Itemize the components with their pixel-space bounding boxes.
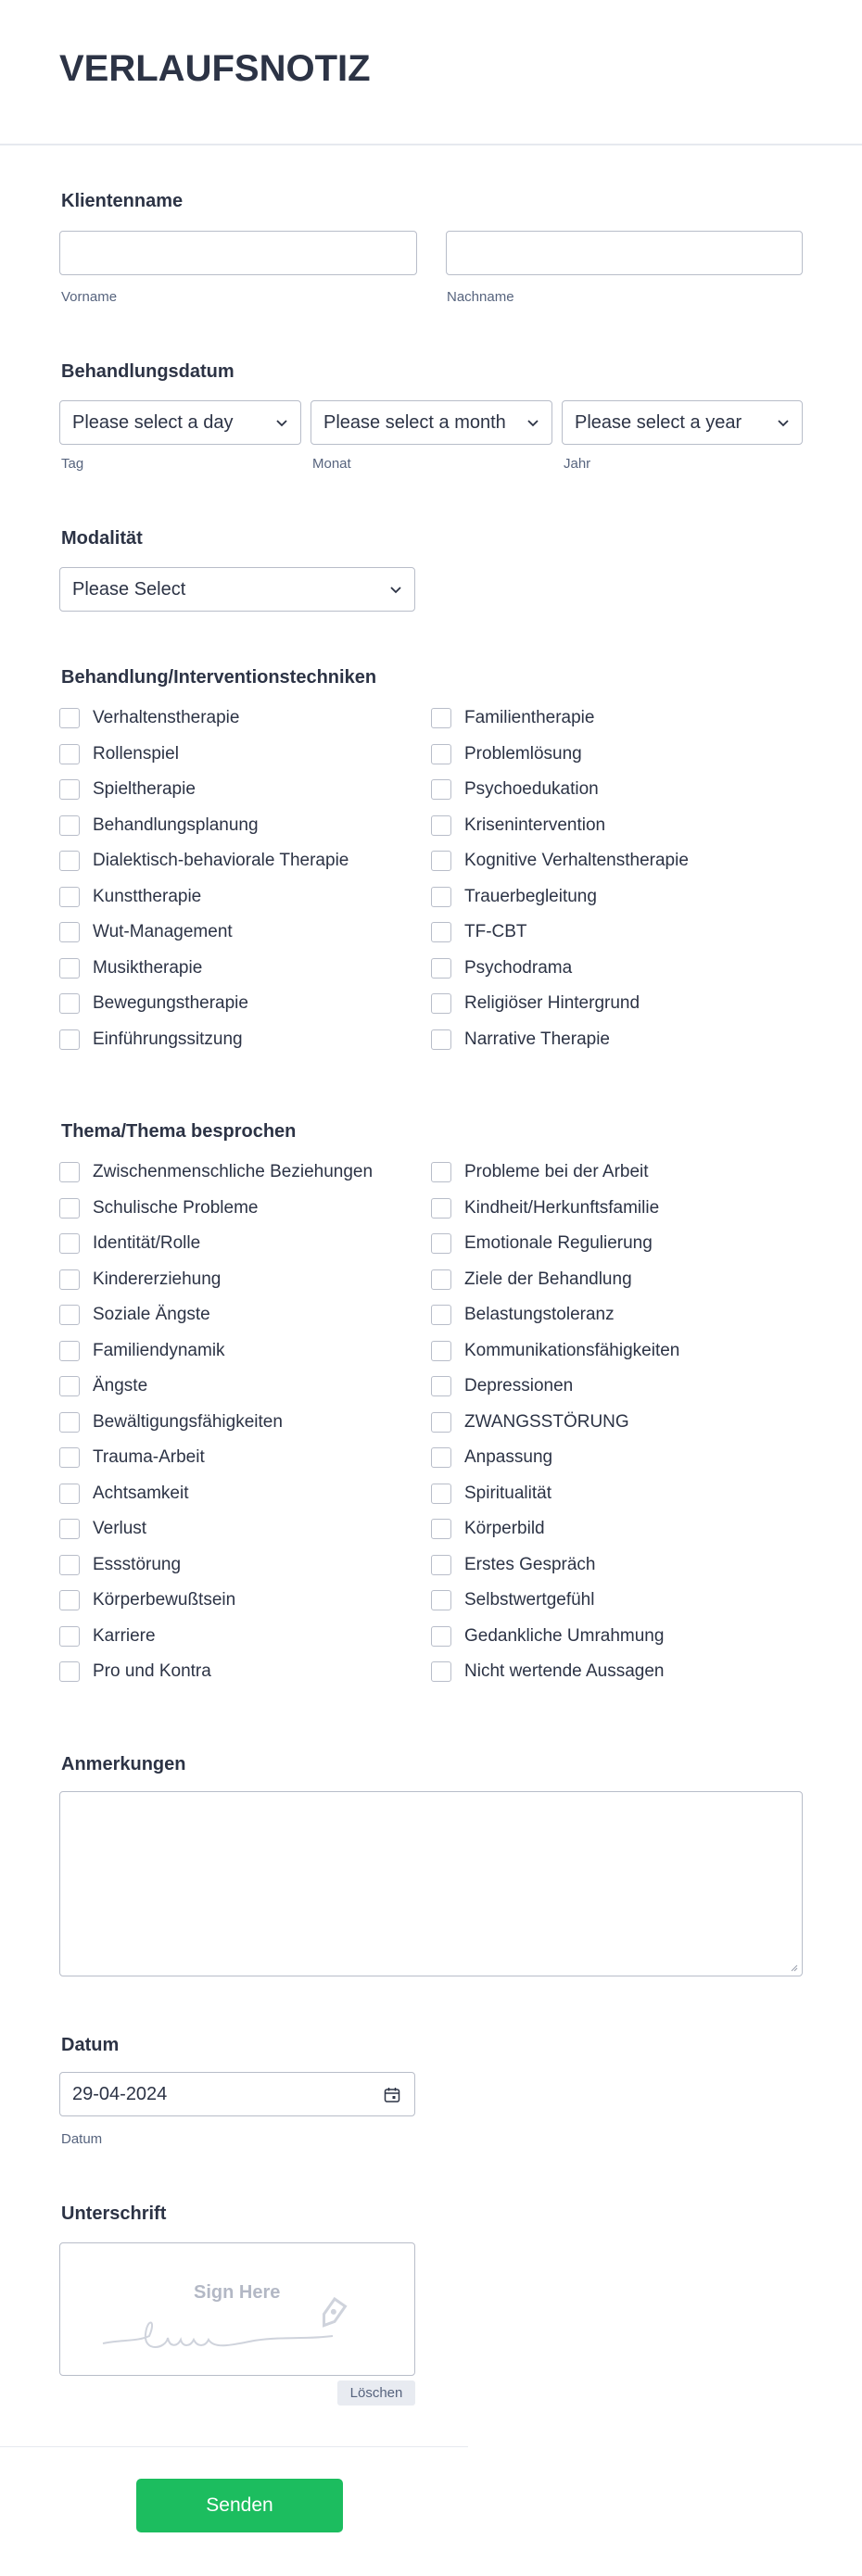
clear-signature-button[interactable]: Löschen [337, 2380, 415, 2406]
signature-pad[interactable] [59, 2242, 415, 2376]
checkbox-option[interactable] [431, 1588, 594, 1612]
checkbox-label: Probleme bei der Arbeit [464, 1162, 649, 1181]
topics-label: Thema/Thema besprochen [61, 1121, 297, 1142]
checkbox-label: Narrative Therapie [464, 1029, 611, 1049]
checkbox-label: Musiktherapie [93, 957, 203, 978]
checkbox-label: Körperbild [464, 1519, 545, 1538]
checkbox[interactable] [431, 887, 451, 907]
checkbox-label: Pro und Kontra [93, 1661, 211, 1681]
checkbox-option[interactable] [59, 1553, 181, 1577]
modality-select-value: Please Select [72, 579, 186, 600]
checkbox-option[interactable] [431, 1160, 649, 1184]
checkbox-option[interactable] [59, 1196, 258, 1220]
checkbox-option[interactable] [59, 1482, 188, 1506]
chevron-down-icon [388, 582, 403, 597]
checkbox[interactable] [431, 1269, 451, 1290]
checkbox-label: ZWANGSSTÖRUNG [464, 1411, 629, 1432]
last-name-sublabel: Nachname [447, 289, 514, 305]
checkbox-label: Ziele der Behandlung [464, 1269, 632, 1289]
checkbox-label: Schulische Probleme [93, 1197, 259, 1218]
checkbox[interactable] [59, 1555, 80, 1575]
checkbox-option[interactable] [431, 885, 597, 909]
last-name-input[interactable] [446, 231, 803, 275]
checkbox-option[interactable] [431, 1231, 653, 1256]
checkbox-label: Anpassung [464, 1447, 553, 1467]
checkbox[interactable] [431, 1341, 451, 1361]
checkbox-option[interactable] [59, 1624, 156, 1648]
checkbox-option[interactable] [59, 706, 239, 730]
day-select[interactable] [59, 400, 301, 445]
checkbox-label: Wut-Management [93, 922, 233, 941]
checkbox[interactable] [59, 1590, 80, 1610]
checkbox-label: Bewältigungsfähigkeiten [93, 1411, 283, 1432]
checkbox-label: TF-CBT [464, 922, 527, 941]
checkbox-label: Verhaltenstherapie [93, 708, 240, 727]
checkbox[interactable] [59, 744, 80, 764]
calendar-icon[interactable] [383, 2086, 401, 2104]
treatment-date-label: Behandlungsdatum [61, 361, 235, 382]
checkbox-label: Kommunikationsfähigkeiten [464, 1340, 680, 1360]
checkbox[interactable] [59, 922, 80, 942]
checkbox[interactable] [59, 1269, 80, 1290]
checkbox-label: Ängste [93, 1376, 148, 1395]
checkbox-option[interactable] [431, 1517, 545, 1541]
checkbox-label: Achtsamkeit [93, 1483, 189, 1503]
date-label: Datum [61, 2035, 120, 2055]
checkbox-label: Psychoedukation [464, 779, 599, 799]
checkbox-option[interactable] [59, 885, 201, 909]
checkbox-option[interactable] [59, 1660, 211, 1684]
day-sublabel: Tag [61, 456, 84, 472]
checkbox-option[interactable] [431, 1446, 552, 1470]
signature-hint: Sign Here [194, 2282, 281, 2303]
submit-button[interactable]: Senden [136, 2479, 343, 2532]
checkbox-option[interactable] [59, 1374, 147, 1398]
notes-textarea[interactable] [59, 1791, 803, 1976]
checkbox[interactable] [59, 887, 80, 907]
checkbox-label: Bewegungstherapie [93, 993, 248, 1013]
month-sublabel: Monat [312, 456, 351, 472]
checkbox-option[interactable] [59, 956, 202, 980]
checkbox-option[interactable] [59, 1517, 146, 1541]
modality-select[interactable] [59, 567, 415, 612]
date-input[interactable] [59, 2072, 415, 2116]
checkbox[interactable] [59, 1412, 80, 1433]
checkbox-label: Religiöser Hintergrund [464, 993, 640, 1013]
checkbox[interactable] [59, 958, 80, 979]
date-input-value: 29-04-2024 [72, 2084, 168, 2104]
notes-label: Anmerkungen [61, 1754, 186, 1774]
checkbox[interactable] [431, 1412, 451, 1433]
checkbox[interactable] [59, 1162, 80, 1182]
checkbox-label: Zwischenmenschliche Beziehungen [93, 1162, 374, 1181]
checkbox[interactable] [431, 744, 451, 764]
checkbox[interactable] [59, 1341, 80, 1361]
checkbox-option[interactable] [59, 1028, 243, 1052]
checkbox[interactable] [59, 1198, 80, 1219]
checkbox-label: Emotionale Regulierung [464, 1233, 653, 1253]
checkbox-label: Kunsttherapie [93, 886, 202, 906]
checkbox-option[interactable] [431, 1624, 664, 1648]
checkbox[interactable] [59, 851, 80, 871]
month-select-value: Please select a month [323, 412, 506, 433]
checkbox-option[interactable] [59, 1231, 200, 1256]
checkbox-label: Erstes Gespräch [464, 1554, 596, 1574]
checkbox[interactable] [59, 1447, 80, 1468]
checkbox-option[interactable] [59, 1588, 235, 1612]
year-select-value: Please select a year [575, 412, 742, 433]
checkbox[interactable] [431, 1198, 451, 1219]
checkbox[interactable] [431, 1661, 451, 1682]
checkbox-option[interactable] [431, 1374, 573, 1398]
year-select[interactable] [562, 400, 803, 445]
checkbox-option[interactable] [431, 742, 582, 766]
checkbox[interactable] [431, 708, 451, 728]
first-name-input[interactable] [59, 231, 417, 275]
checkbox[interactable] [59, 815, 80, 836]
checkbox-option[interactable] [59, 920, 233, 944]
checkbox[interactable] [431, 1590, 451, 1610]
modality-label: Modalität [61, 528, 143, 549]
client-name-label: Klientenname [61, 191, 184, 211]
checkbox-label: Selbstwertgefühl [464, 1590, 595, 1610]
checkbox-option[interactable] [59, 1339, 225, 1363]
checkbox-option[interactable] [59, 1303, 210, 1327]
checkbox[interactable] [59, 1626, 80, 1647]
checkbox-label: Dialektisch-behaviorale Therapie [93, 851, 349, 870]
checkbox[interactable] [431, 779, 451, 800]
checkbox-label: Krisenintervention [464, 814, 606, 835]
checkbox-option[interactable] [59, 814, 259, 838]
checkbox[interactable] [431, 1376, 451, 1396]
checkbox[interactable] [59, 708, 80, 728]
checkbox-option[interactable] [431, 1303, 615, 1327]
checkbox-label: Psychodrama [464, 957, 573, 978]
checkbox-option[interactable] [431, 1196, 659, 1220]
checkbox[interactable] [431, 1305, 451, 1325]
chevron-down-icon [526, 415, 540, 430]
signature-scribble-icon [101, 2282, 379, 2358]
chevron-down-icon [776, 415, 791, 430]
signature-label: Unterschrift [61, 2203, 167, 2224]
checkbox-label: Verlust [93, 1519, 147, 1538]
footer-divider [0, 2446, 468, 2447]
checkbox-option[interactable] [431, 1339, 679, 1363]
checkbox-option[interactable] [431, 920, 527, 944]
checkbox-option[interactable] [431, 1268, 632, 1292]
checkbox-option[interactable] [431, 1482, 551, 1506]
checkbox[interactable] [431, 1626, 451, 1647]
checkbox-option[interactable] [431, 814, 605, 838]
first-name-sublabel: Vorname [61, 289, 118, 305]
checkbox-label: Spiritualität [464, 1483, 551, 1503]
checkbox[interactable] [431, 851, 451, 871]
checkbox[interactable] [59, 1305, 80, 1325]
checkbox[interactable] [431, 958, 451, 979]
checkbox[interactable] [59, 1376, 80, 1396]
checkbox-label: Kindererziehung [93, 1269, 222, 1289]
checkbox-option[interactable] [431, 1028, 610, 1052]
checkbox[interactable] [431, 993, 451, 1014]
checkbox-option[interactable] [59, 1446, 205, 1470]
checkbox-label: Nicht wertende Aussagen [464, 1661, 665, 1681]
checkbox[interactable] [59, 1519, 80, 1539]
checkbox[interactable] [59, 779, 80, 800]
checkbox[interactable] [431, 1555, 451, 1575]
checkbox-label: Gedankliche Umrahmung [464, 1625, 665, 1646]
checkbox-label: Familientherapie [464, 708, 595, 727]
checkbox-option[interactable] [431, 1410, 629, 1434]
checkbox-label: Essstörung [93, 1554, 182, 1574]
checkbox-option[interactable] [431, 706, 594, 730]
checkbox-label: Soziale Ängste [93, 1305, 210, 1324]
checkbox[interactable] [431, 1029, 451, 1050]
checkbox-option[interactable] [431, 991, 640, 1016]
checkbox[interactable] [59, 993, 80, 1014]
resize-handle-icon[interactable] [789, 1963, 798, 1972]
checkbox[interactable] [59, 1661, 80, 1682]
checkbox-label: Körperbewußtsein [93, 1590, 236, 1610]
checkbox-label: Kognitive Verhaltenstherapie [464, 851, 689, 870]
checkbox-label: Problemlösung [464, 743, 582, 764]
day-select-value: Please select a day [72, 412, 234, 433]
checkbox-option[interactable] [59, 849, 349, 873]
checkbox[interactable] [431, 1162, 451, 1182]
checkbox[interactable] [431, 815, 451, 836]
checkbox-option[interactable] [431, 1553, 596, 1577]
checkbox-label: Einführungssitzung [93, 1029, 243, 1049]
checkbox[interactable] [431, 1519, 451, 1539]
checkbox-option[interactable] [431, 849, 689, 873]
techniques-label: Behandlung/Interventionstechniken [61, 667, 377, 688]
checkbox-option[interactable] [59, 742, 179, 766]
checkbox-option[interactable] [59, 1410, 283, 1434]
checkbox[interactable] [431, 1484, 451, 1504]
checkbox-label: Trauma-Arbeit [93, 1447, 205, 1467]
checkbox-option[interactable] [431, 777, 599, 802]
checkbox-option[interactable] [59, 1268, 221, 1292]
checkbox[interactable] [431, 1447, 451, 1468]
checkbox[interactable] [59, 1029, 80, 1050]
checkbox-label: Familiendynamik [93, 1340, 225, 1360]
chevron-down-icon [274, 415, 289, 430]
form-header [0, 0, 862, 145]
checkbox-label: Identität/Rolle [93, 1233, 201, 1253]
checkbox-label: Rollenspiel [93, 743, 179, 764]
checkbox-label: Kindheit/Herkunftsfamilie [464, 1197, 660, 1218]
checkbox[interactable] [59, 1233, 80, 1254]
year-sublabel: Jahr [564, 456, 591, 472]
checkbox-label: Trauerbegleitung [464, 886, 597, 906]
form-title: VERLAUFSNOTIZ [59, 48, 371, 89]
checkbox-label: Behandlungsplanung [93, 814, 259, 835]
checkbox[interactable] [59, 1484, 80, 1504]
checkbox-option[interactable] [59, 991, 248, 1016]
checkbox-option[interactable] [431, 956, 572, 980]
checkbox-option[interactable] [431, 1660, 664, 1684]
checkbox-option[interactable] [59, 777, 196, 802]
checkbox[interactable] [431, 922, 451, 942]
checkbox[interactable] [431, 1233, 451, 1254]
checkbox-label: Spieltherapie [93, 779, 196, 799]
month-select[interactable] [311, 400, 552, 445]
checkbox-label: Depressionen [464, 1376, 574, 1395]
checkbox-label: Belastungstoleranz [464, 1305, 615, 1324]
checkbox-option[interactable] [59, 1160, 373, 1184]
date-sublabel: Datum [61, 2131, 103, 2147]
checkbox-label: Karriere [93, 1625, 156, 1646]
